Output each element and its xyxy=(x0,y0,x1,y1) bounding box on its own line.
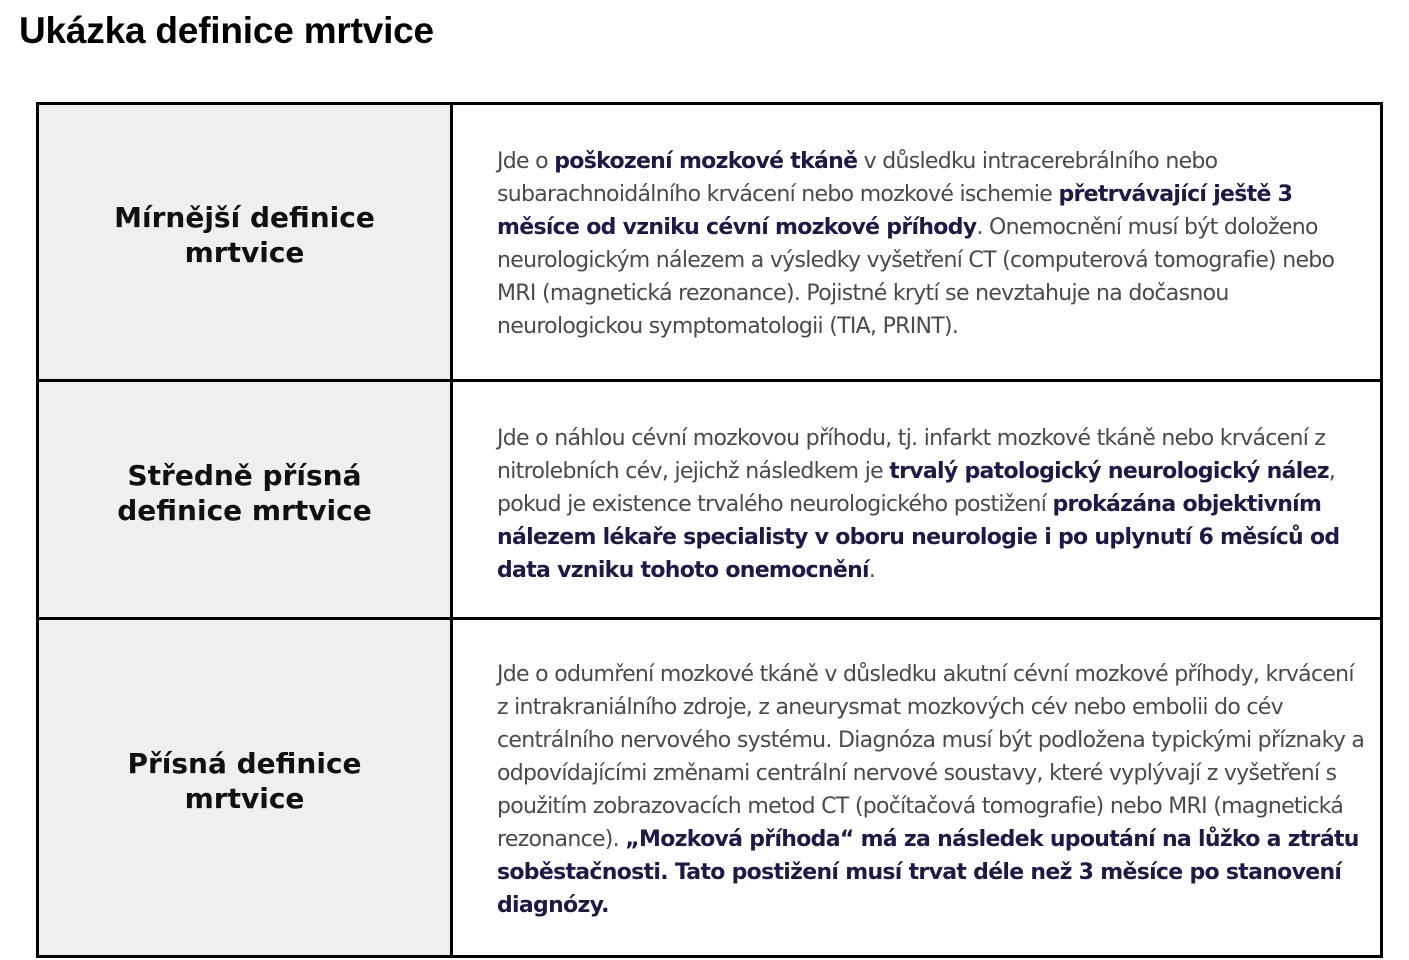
body-text: Jde o xyxy=(497,149,555,174)
description-cell xyxy=(452,381,1382,619)
highlight-text: trvalý patologický neurologický nález xyxy=(889,459,1329,484)
term-cell xyxy=(38,104,452,381)
term-label: Přísná definice mrtvice xyxy=(127,746,362,815)
description-cell xyxy=(452,104,1382,381)
body-text: . xyxy=(868,558,876,583)
term-label: Mírnější definice mrtvice xyxy=(114,201,375,269)
body-text: Jde o náhlou cévní mozkovou příhodu, tj. infarkt mozkové tkáně nebo krvácení z nitrolebních cév, jejichž následkem je xyxy=(497,426,1326,484)
body-text: Jde o odumření mozkové tkáně v důsledku akutní cévní mozkové příhody, krvácení z intrakraniálního zdroje, z aneurysmat mozkových cév nebo embolii do cév centrálního nervového systému. Diagnóza musí být podložena typickými příznaky a odpovídajícími změnami centrální nervové soustavy, které vyplývají z vyšetření s použitím zobrazovacích metod CT (počítačová tomografie) nebo MRI (magnetická rezonance). xyxy=(497,662,1365,852)
body-text: v důsledku intracerebrálního nebo subarachnoidálního krvácení nebo mozkové ischemie xyxy=(497,149,1218,207)
description-text xyxy=(453,620,1380,922)
highlight-text: přetrvávající ještě 3 měsíce od vzniku cévní mozkové příhody xyxy=(497,182,1293,240)
description-text xyxy=(453,382,1380,587)
body-text: , pokud je existence trvalého neurologického postižení xyxy=(497,459,1336,517)
term-cell xyxy=(38,381,452,619)
term-label: Středně přísná definice mrtvice xyxy=(117,458,372,527)
page-title: Ukázka definice mrtvice xyxy=(19,10,434,51)
highlight-text: poškození mozkové tkáně xyxy=(554,149,858,174)
description-cell xyxy=(452,619,1382,957)
highlight-text: „Mozková příhoda“ má za následek upoutání na lůžko a ztrátu soběstačnosti. Tato postižení musí trvat déle než 3 měsíce po stanovení diagnózy. xyxy=(497,827,1359,918)
term-cell xyxy=(38,619,452,957)
body-text: . Onemocnění musí být doloženo neurologickým nálezem a výsledky vyšetření CT (computerová tomografie) nebo MRI (magnetická rezonance). Pojistné krytí se nevztahuje na dočasnou neurologickou symptomatologii (TIA, PRINT). xyxy=(497,215,1335,339)
description-text xyxy=(453,105,1380,343)
table-row xyxy=(38,104,1382,381)
table-row xyxy=(38,619,1382,957)
table-row xyxy=(38,381,1382,619)
highlight-text: prokázána objektivním nálezem lékaře specialisty v oboru neurologie i po uplynutí 6 měsíců od data vzniku tohoto onemocnění xyxy=(497,492,1340,583)
definitions-table xyxy=(36,102,1383,958)
